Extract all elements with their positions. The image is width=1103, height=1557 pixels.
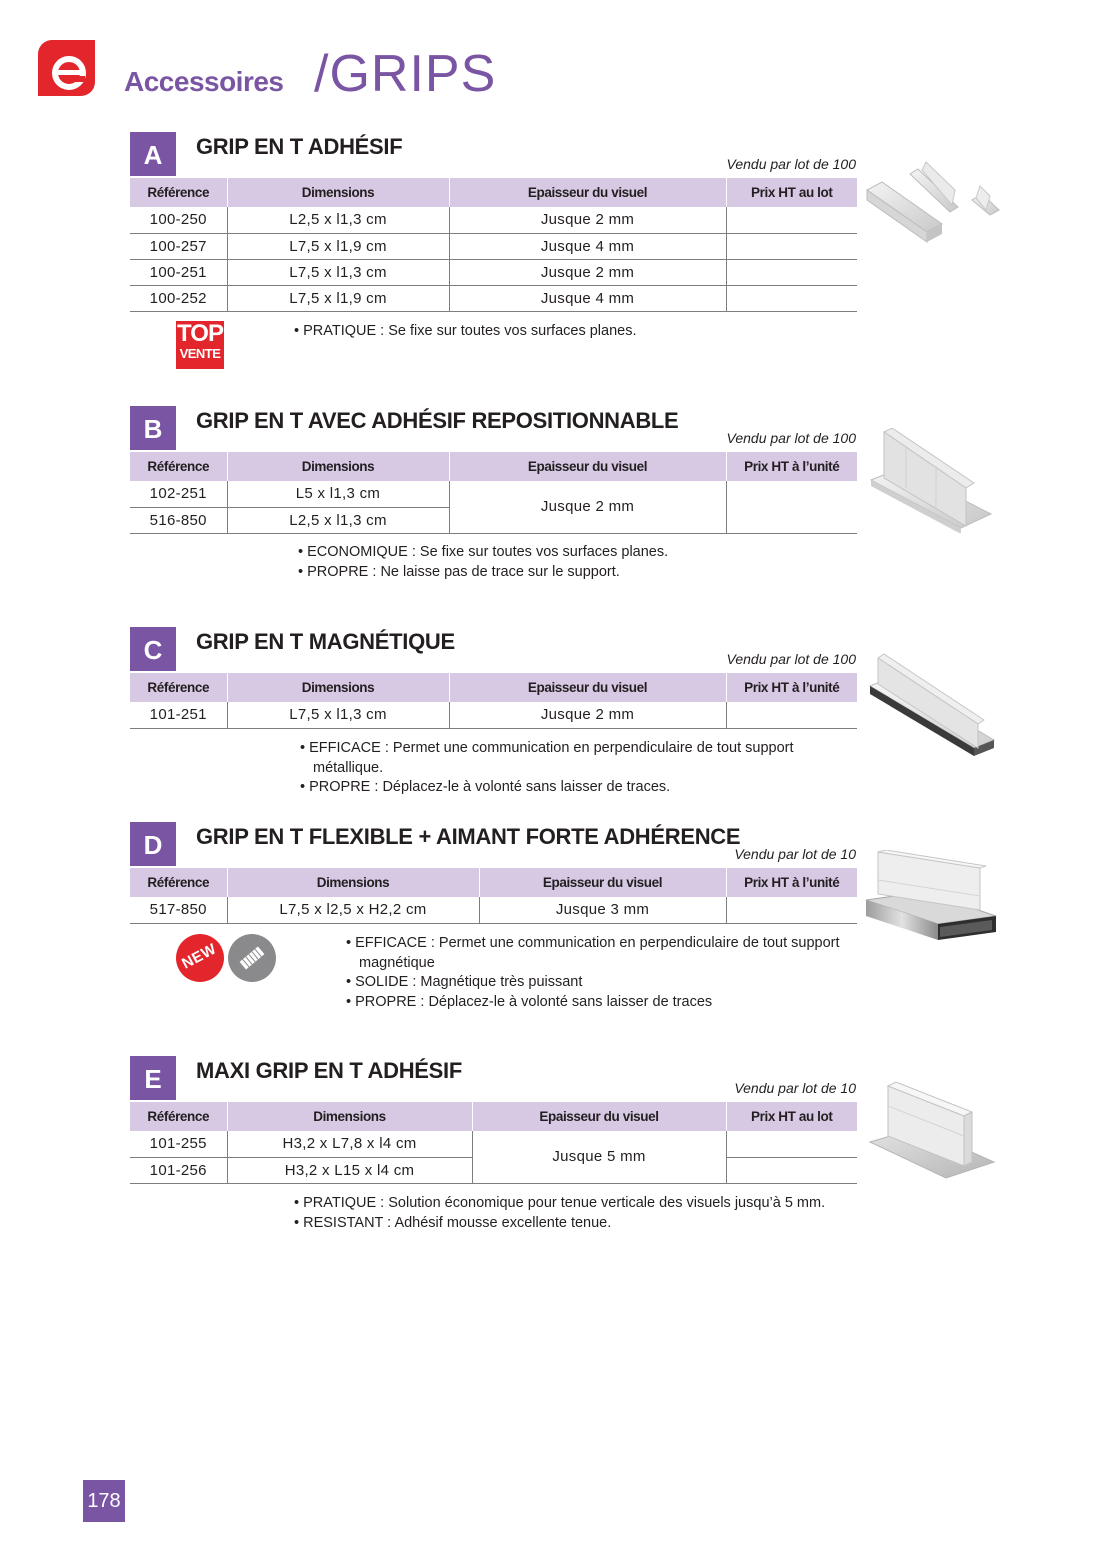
col-dimensions: Dimensions [227,452,449,481]
cell-thick: Jusque 4 mm [449,233,726,259]
table-row [130,207,857,233]
brand-logo [38,40,95,96]
col-price: Prix HT au lot [726,1102,857,1131]
table-header-row [130,452,857,481]
list-item: • RESISTANT : Adhésif mousse excellente tenue. [294,1214,612,1231]
cell-ref: 102-251 [130,481,227,507]
cell-dims: L7,5 x l1,3 cm [227,259,449,285]
feature-list [294,1194,870,1233]
section-title: GRIP EN T AVEC ADHÉSIF REPOSITIONNABLE [196,408,679,433]
page-title: /GRIPS [314,45,497,103]
cell-dims: L2,5 x l1,3 cm [227,207,449,233]
col-reference: Référence [130,868,227,897]
table-row [130,285,857,311]
col-thickness: Epaisseur du visuel [449,673,726,702]
list-item: • EFFICACE : Permet une communication en perpendiculaire de tout support métallique. [300,740,794,776]
col-price: Prix HT au lot [726,178,857,207]
col-thickness: Epaisseur du visuel [449,452,726,481]
cell-ref: 100-251 [130,259,227,285]
cell-price [726,259,857,285]
col-reference: Référence [130,1102,227,1131]
col-dimensions: Dimensions [227,673,449,702]
list-item: • PROPRE : Déplacez-le à volonté sans laisser de traces. [300,779,671,795]
feature-list [294,322,864,342]
table-row [130,481,857,507]
new-badge-label: NEW [179,940,220,973]
cell-thick: Jusque 5 mm [472,1131,726,1183]
list-item: • PROPRE : Ne laisse pas de trace sur le support. [298,563,620,580]
section-letter: D [130,822,176,866]
col-reference: Référence [130,178,227,207]
cell-dims: L7,5 x l2,5 x H2,2 cm [227,897,479,923]
cell-price [726,1157,857,1183]
reference-table [130,1102,857,1184]
col-reference: Référence [130,452,227,481]
reference-table [130,673,857,729]
cell-ref: 100-250 [130,207,227,233]
category-heading: Accessoires [124,66,284,97]
col-thickness: Epaisseur du visuel [472,1102,726,1131]
table-row [130,233,857,259]
list-item: • PROPRE : Déplacez-le à volonté sans laisser de traces [346,993,713,1010]
feature-list [346,934,870,1012]
cell-price [726,897,857,923]
col-dimensions: Dimensions [227,868,479,897]
cell-dims: L5 x l1,3 cm [227,481,449,507]
table-header-row [130,673,857,702]
table-header-row [130,1102,857,1131]
magnet-strip-icon [228,934,276,982]
col-price: Prix HT à l’unité [726,452,857,481]
col-dimensions: Dimensions [227,1102,472,1131]
section-title: MAXI GRIP EN T ADHÉSIF [196,1058,462,1083]
product-image-d [864,850,1000,942]
cell-price [726,207,857,233]
cell-ref: 101-251 [130,702,227,728]
sold-by-lot: Vendu par lot de 10 [734,846,856,862]
product-image-a [862,160,1002,255]
page-number: 178 [83,1480,125,1522]
badge-line-2: VENTE [179,346,221,361]
col-dimensions: Dimensions [227,178,449,207]
cell-thick: Jusque 2 mm [449,702,726,728]
cell-dims: H3,2 x L15 x l4 cm [227,1157,472,1183]
cell-price [726,285,857,311]
list-item: • SOLIDE : Magnétique très puissant [346,974,583,990]
list-item: • EFFICACE : Permet une communication en perpendiculaire de tout support magnétique [346,935,840,971]
feature-list [298,543,868,582]
section-title: GRIP EN T MAGNÉTIQUE [196,629,455,654]
table-row [130,259,857,285]
table-header-row [130,868,857,897]
cell-price [726,702,857,728]
cell-dims: L7,5 x l1,9 cm [227,285,449,311]
cell-dims: L2,5 x l1,3 cm [227,507,449,533]
feature-list [300,739,845,798]
cell-dims: L7,5 x l1,3 cm [227,702,449,728]
section-letter: A [130,132,176,176]
list-item: • PRATIQUE : Se fixe sur toutes vos surfaces planes. [294,323,637,339]
product-image-e [868,1080,998,1182]
reference-table [130,452,857,534]
cell-thick: Jusque 2 mm [449,207,726,233]
list-item: • PRATIQUE : Solution économique pour tenue verticale des visuels jusqu’à 5 mm. [294,1195,826,1211]
magnet-badge [228,934,276,982]
cell-price [726,1131,857,1157]
cell-dims: L7,5 x l1,9 cm [227,233,449,259]
section-letter: C [130,627,176,671]
cell-ref: 101-256 [130,1157,227,1183]
cell-thick: Jusque 2 mm [449,481,726,533]
cell-ref: 516-850 [130,507,227,533]
cell-ref: 100-257 [130,233,227,259]
cell-price [726,233,857,259]
cell-dims: H3,2 x L7,8 x l4 cm [227,1131,472,1157]
sold-by-lot: Vendu par lot de 100 [726,651,856,667]
table-header-row [130,178,857,207]
sold-by-lot: Vendu par lot de 10 [734,1080,856,1096]
col-thickness: Epaisseur du visuel [479,868,726,897]
cell-ref: 101-255 [130,1131,227,1157]
cell-ref: 517-850 [130,897,227,923]
cell-thick: Jusque 2 mm [449,259,726,285]
cell-ref: 100-252 [130,285,227,311]
table-row [130,702,857,728]
list-item: • ECONOMIQUE : Se fixe sur toutes vos surfaces planes. [298,544,669,560]
section-letter: E [130,1056,176,1100]
section-letter: B [130,406,176,450]
product-image-c [866,652,998,757]
e-letter-icon [38,40,95,96]
col-price: Prix HT à l’unité [726,673,857,702]
table-row [130,1131,857,1157]
reference-table [130,868,857,924]
new-badge [176,934,224,982]
section-title: GRIP EN T FLEXIBLE + AIMANT FORTE ADHÉRENCE [196,824,741,849]
badge-line-1: TOP [177,320,223,347]
cell-thick: Jusque 3 mm [479,897,726,923]
section-title: GRIP EN T ADHÉSIF [196,134,403,159]
table-row [130,897,857,923]
sold-by-lot: Vendu par lot de 100 [726,156,856,172]
top-vente-badge [176,321,224,369]
sold-by-lot: Vendu par lot de 100 [726,430,856,446]
col-thickness: Epaisseur du visuel [449,178,726,207]
cell-thick: Jusque 4 mm [449,285,726,311]
col-price: Prix HT à l’unité [726,868,857,897]
cell-price [726,481,857,533]
reference-table [130,178,857,312]
col-reference: Référence [130,673,227,702]
product-image-b [866,428,996,533]
